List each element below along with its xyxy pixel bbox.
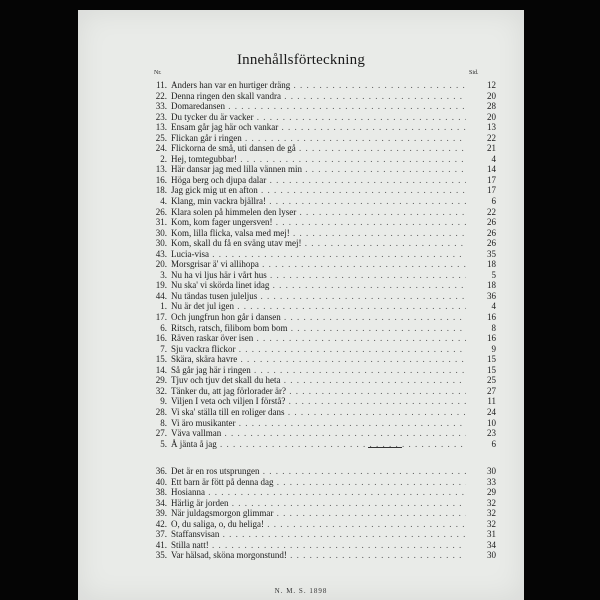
entry-number: 9.: [160, 396, 167, 407]
entry-number: 17.: [155, 312, 167, 323]
entry-title: Stilla natt! . . .: [171, 540, 466, 551]
entry-page: 18: [487, 280, 496, 291]
entry-page: 22: [487, 132, 496, 143]
entry-page: 23: [487, 428, 496, 439]
entry-title: O, du saliga, o, du heliga! . . .: [171, 519, 466, 530]
toc-entry: [146, 164, 496, 175]
entry-title: Kom, kom fager ungersven! . . .: [171, 217, 466, 228]
column-header-number: Nr.: [154, 70, 162, 76]
entry-page: 32: [487, 508, 496, 519]
entry-page: 26: [487, 217, 496, 228]
entry-page: 20: [487, 111, 496, 122]
entry-number: 36.: [155, 466, 167, 476]
footer-imprint: N. M. S. 1898: [274, 587, 328, 595]
entry-page: 15: [487, 354, 496, 365]
entry-title: Så går jag här i ringen . . .: [171, 365, 466, 376]
entry-number: 8.: [160, 417, 167, 428]
toc-entry: [146, 112, 496, 123]
toc-entry: [146, 487, 496, 498]
toc-entry: [146, 291, 496, 302]
entry-page: 16: [487, 333, 496, 344]
entry-number: 1.: [160, 301, 167, 312]
entry-number: 7.: [160, 343, 167, 354]
entry-page: 20: [487, 90, 496, 101]
entry-title: Det är en ros utsprungen . . .: [171, 466, 466, 477]
entry-page: 12: [487, 80, 496, 90]
toc-entry: [146, 143, 496, 154]
toc-entry: [146, 508, 496, 519]
entry-number: 13.: [155, 122, 167, 133]
toc-entry: [146, 386, 496, 397]
toc-entry: [146, 428, 496, 439]
entry-page: 6: [491, 196, 496, 207]
entry-page: 35: [487, 248, 496, 259]
entry-title: Ritsch, ratsch, filibom bom bom . . .: [171, 323, 466, 334]
entry-title: Tjuv och tjuv det skall du heta . . .: [171, 375, 466, 386]
entry-page: 27: [487, 385, 496, 396]
toc-entry: [146, 238, 496, 249]
toc-entry: [146, 280, 496, 291]
toc-entry: [146, 91, 496, 102]
entry-page: 22: [487, 206, 496, 217]
toc-entry: [146, 333, 496, 344]
toc-entry: [146, 529, 496, 540]
toc-entry: [146, 154, 496, 165]
entry-title: Nu ha vi ljus här i vårt hus . . .: [171, 270, 466, 281]
entry-number: 43.: [155, 248, 167, 259]
entry-title: Du tycker du är vacker . . .: [171, 112, 466, 123]
entry-page: 15: [487, 364, 496, 375]
entry-number: 22.: [155, 90, 167, 101]
entry-page: 36: [487, 290, 496, 301]
toc-entry: [146, 396, 496, 407]
entry-title: Nu är det jul igen . . .: [171, 301, 466, 312]
entry-page: 24: [487, 406, 496, 417]
entry-page: 21: [487, 143, 496, 154]
entry-page: 25: [487, 375, 496, 386]
entry-title: Nu ska' vi skörda linet idag . . .: [171, 280, 466, 291]
entry-title: Nu tändas tusen juleljus . . .: [171, 291, 466, 302]
entry-number: 35.: [155, 550, 167, 561]
entry-number: 30.: [155, 238, 167, 249]
toc-entry: [146, 354, 496, 365]
entry-title: Klara solen på himmelen den lyser . . .: [171, 207, 466, 218]
entry-title: Hej, tomtegubbar! . . .: [171, 154, 466, 165]
toc-entry: [146, 80, 496, 91]
entry-page: 11: [487, 396, 496, 407]
entry-number: 6.: [160, 322, 167, 333]
entry-page: 17: [487, 185, 496, 196]
entry-number: 11.: [156, 80, 167, 90]
entry-page: 5: [491, 269, 496, 280]
entry-title: Morsgrisar ä' vi allihopa . . .: [171, 259, 466, 270]
toc-entry: [146, 375, 496, 386]
entry-number: 31.: [155, 217, 167, 228]
entry-title: Lucia-visa . . .: [171, 249, 466, 260]
entry-title: Anders han var en hurtiger dräng . . .: [171, 80, 466, 91]
entry-title: Höga berg och djupa dalar . . .: [171, 175, 466, 186]
entry-page: 17: [487, 174, 496, 185]
entry-page: 26: [487, 238, 496, 249]
entry-number: 15.: [155, 354, 167, 365]
entry-page: 30: [487, 466, 496, 476]
toc-entry: [146, 207, 496, 218]
entry-number: 4.: [160, 196, 167, 207]
entry-number: 41.: [155, 539, 167, 550]
column-header-page: Sid.: [469, 70, 479, 76]
entry-title: Denna ringen den skall vandra . . .: [171, 91, 466, 102]
entry-number: 34.: [155, 497, 167, 508]
toc-entry: [146, 175, 496, 186]
toc-entry: [146, 477, 496, 488]
entry-number: 37.: [155, 529, 167, 540]
toc-entry: [146, 519, 496, 530]
toc-entry: [146, 498, 496, 509]
entry-number: 23.: [155, 111, 167, 122]
entry-page: 10: [487, 417, 496, 428]
entry-number: 14.: [155, 364, 167, 375]
toc-entry: [146, 185, 496, 196]
entry-number: 24.: [155, 143, 167, 154]
page-title: Innehållsförteckning: [236, 52, 366, 68]
entry-page: 28: [487, 101, 496, 112]
toc-entry: [146, 301, 496, 312]
entry-title: Ensam går jag här och vankar . . .: [171, 122, 466, 133]
entry-number: 25.: [155, 132, 167, 143]
toc-entry: [146, 101, 496, 112]
entry-title: Ett barn är fött på denna dag . . .: [171, 477, 466, 488]
toc-entry: [146, 550, 496, 561]
toc-entry: [146, 466, 496, 477]
entry-page: 32: [487, 497, 496, 508]
entry-page: 4: [491, 301, 496, 312]
toc-entry: [146, 439, 496, 450]
toc-section-1: [146, 80, 496, 449]
entry-title: Härlig är jorden . . .: [171, 498, 466, 509]
toc-entry: [146, 122, 496, 133]
entry-page: 29: [487, 487, 496, 498]
entry-page: 33: [487, 476, 496, 487]
entry-number: 16.: [155, 174, 167, 185]
entry-title: Kom, skall du få en sväng utav mej! . . .: [171, 238, 466, 249]
entry-title: Flickorna de små, uti dansen de gå . . .: [171, 143, 466, 154]
entry-page: 16: [487, 312, 496, 323]
entry-title: Flickan går i ringen . . .: [171, 133, 466, 144]
entry-title: Å jänta å jag . . .: [171, 439, 466, 450]
toc-entry: [146, 228, 496, 239]
entry-title: Tänker du, att jag förlorader är? . . .: [171, 386, 466, 397]
entry-number: 32.: [155, 385, 167, 396]
entry-title: Kom, lilla flicka, valsa med mej! . . .: [171, 228, 466, 239]
entry-page: 34: [487, 539, 496, 550]
toc-entry: [146, 365, 496, 376]
entry-number: 18.: [155, 185, 167, 196]
entry-title: Domaredansen . . .: [171, 101, 466, 112]
toc-entry: [146, 217, 496, 228]
toc-entry: [146, 540, 496, 551]
entry-number: 2.: [160, 153, 167, 164]
entry-title: Här dansar jag med lilla vännen min . . .: [171, 164, 466, 175]
entry-page: 8: [491, 322, 496, 333]
entry-page: 30: [487, 550, 496, 561]
entry-page: 9: [491, 343, 496, 354]
entry-page: 6: [491, 438, 496, 449]
entry-number: 26.: [155, 206, 167, 217]
entry-title: Staffansvisan . . .: [171, 529, 466, 540]
toc-entry: [146, 133, 496, 144]
entry-number: 13.: [155, 164, 167, 175]
entry-title: Hosianna . . .: [171, 487, 466, 498]
entry-title: Var hälsad, sköna morgonstund! . . .: [171, 550, 466, 561]
entry-number: 20.: [155, 259, 167, 270]
entry-title: Sju vackra flickor . . .: [171, 344, 466, 355]
toc-entry: [146, 418, 496, 429]
entry-number: 39.: [155, 508, 167, 519]
toc-entry: [146, 196, 496, 207]
entry-number: 19.: [155, 280, 167, 291]
entry-page: 31: [487, 529, 496, 540]
entry-number: 38.: [155, 487, 167, 498]
toc-entry: [146, 407, 496, 418]
entry-title: Viljen I veta och viljen I förstå? . . .: [171, 396, 466, 407]
toc-section-2: [146, 466, 496, 561]
entry-number: 3.: [160, 269, 167, 280]
entry-number: 30.: [155, 227, 167, 238]
toc-entry: [146, 270, 496, 281]
entry-number: 5.: [160, 438, 167, 449]
entry-number: 28.: [155, 406, 167, 417]
entry-title: Skära, skära havre . . .: [171, 354, 466, 365]
entry-number: 42.: [155, 518, 167, 529]
section-divider: [368, 447, 402, 448]
entry-title: Och jungfrun hon går i dansen . . .: [171, 312, 466, 323]
toc-entry: [146, 323, 496, 334]
toc-entry: [146, 344, 496, 355]
entry-title: Vi äro musikanter . . .: [171, 418, 466, 429]
entry-page: 4: [491, 153, 496, 164]
toc-entry: [146, 259, 496, 270]
entry-number: 44.: [155, 290, 167, 301]
entry-page: 14: [487, 164, 496, 175]
entry-title: Klang, min vackra bjällra! . . .: [171, 196, 466, 207]
entry-page: 26: [487, 227, 496, 238]
page: [78, 10, 524, 600]
entry-title: Väva vallman . . .: [171, 428, 466, 439]
entry-title: När juldagsmorgon glimmar . . .: [171, 508, 466, 519]
entry-number: 40.: [155, 476, 167, 487]
entry-number: 33.: [155, 101, 167, 112]
entry-title: Vi ska' ställa till en roliger dans . . .: [171, 407, 466, 418]
entry-page: 18: [487, 259, 496, 270]
entry-page: 32: [487, 518, 496, 529]
toc-entry: [146, 249, 496, 260]
entry-number: 29.: [155, 375, 167, 386]
toc-entry: [146, 312, 496, 323]
entry-title: Räven raskar över isen . . .: [171, 333, 466, 344]
entry-number: 16.: [155, 333, 167, 344]
entry-page: 13: [487, 122, 496, 133]
entry-title: Jag gick mig ut en afton . . .: [171, 185, 466, 196]
entry-number: 27.: [155, 428, 167, 439]
